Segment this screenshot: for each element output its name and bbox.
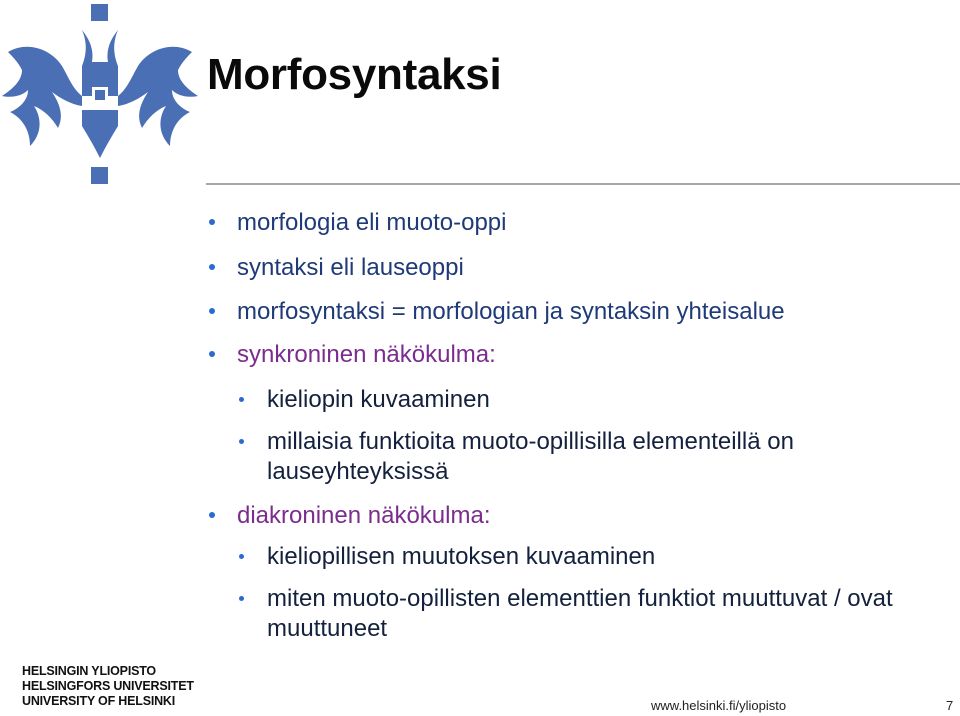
bullet-dot-icon — [209, 264, 215, 270]
bullet-text: morfologia eli muoto-oppi — [237, 209, 507, 236]
university-name-swedish: HELSINGFORS UNIVERSITET — [22, 679, 194, 693]
footer-url: www.helsinki.fi/yliopisto — [651, 698, 787, 713]
university-name-english: UNIVERSITY OF HELSINKI — [22, 694, 176, 708]
university-wordmark — [22, 664, 194, 709]
bullet-text: kieliopillisen muutoksen kuvaaminen — [267, 543, 656, 570]
bullet-dot-icon — [209, 512, 215, 518]
bullet-dot-icon — [239, 554, 244, 559]
bullet-text: morfosyntaksi = morfologian ja syntaksin yhteisalue — [237, 298, 785, 325]
bullet-item-heading — [237, 501, 957, 531]
bullet-dot-icon — [209, 351, 215, 357]
sub-bullet-item — [267, 385, 960, 415]
university-name-finnish: HELSINGIN YLIOPISTO — [22, 664, 156, 678]
bullet-text: millaisia funktioita muoto-opillisilla elementeillä on lauseyhteyksissä — [267, 428, 794, 485]
sub-bullet-item — [267, 584, 947, 644]
bullet-dot-icon — [239, 397, 244, 402]
bullet-item-heading — [237, 340, 957, 370]
bullet-dot-icon — [209, 308, 215, 314]
bullet-dot-icon — [239, 439, 244, 444]
bullet-text: kieliopin kuvaaminen — [267, 386, 490, 413]
bullet-item — [237, 297, 957, 327]
bullet-item — [237, 208, 957, 238]
slide-title: Morfosyntaksi — [207, 50, 502, 99]
page-number: 7 — [946, 698, 954, 713]
bullet-dot-icon — [239, 596, 244, 601]
sub-bullet-item — [267, 427, 907, 487]
bullet-text: synkroninen näkökulma: — [237, 341, 496, 368]
bullet-text: syntaksi eli lauseoppi — [237, 254, 464, 281]
sub-bullet-item — [267, 542, 960, 572]
bullet-text: miten muoto-opillisten elementtien funktiot muuttuvat / ovat muuttuneet — [267, 585, 893, 642]
bullet-dot-icon — [209, 219, 215, 225]
bullet-item — [237, 253, 957, 283]
bullet-text: diakroninen näkökulma: — [237, 502, 491, 529]
